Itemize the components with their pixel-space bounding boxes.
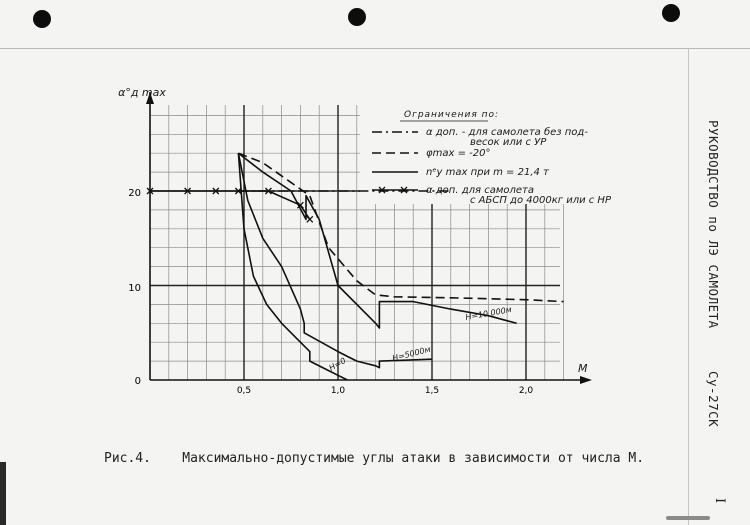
x-tick-label: 0,5 bbox=[236, 386, 252, 396]
curve-label-h0: H=0 bbox=[327, 356, 348, 373]
x-axis-arrow bbox=[580, 376, 592, 384]
y-tick-label: 0 bbox=[134, 376, 141, 387]
legend-label: весок или с УР bbox=[470, 137, 547, 148]
manual-title: РУКОВОДСТВО по ЛЭ САМОЛЕТА bbox=[706, 120, 721, 329]
legend-label: φmax = -20° bbox=[426, 148, 491, 159]
x-tick-label: 1,0 bbox=[330, 386, 346, 396]
x-tick-label: 1,5 bbox=[424, 386, 440, 396]
aircraft-code: Су-27СК bbox=[706, 370, 721, 427]
legend-title: Ограничения по: bbox=[404, 110, 500, 120]
x-axis-label: M bbox=[578, 362, 588, 375]
page-number: I bbox=[712, 498, 727, 504]
x-tick-label: 2,0 bbox=[518, 386, 534, 396]
figure-number: Рис.4. bbox=[104, 451, 151, 466]
curve-label-h10000: H=10 000м bbox=[464, 304, 513, 322]
y-axis-label: α°д max bbox=[118, 86, 166, 99]
legend-label: с АБСП до 4000кг или с НР bbox=[470, 195, 611, 206]
figure-caption-text: Максимально-допустимые углы атаки в зависимости от числа М. bbox=[182, 451, 645, 466]
curve-label-h5000: H=5000м bbox=[391, 344, 432, 363]
y-tick-label: 20 bbox=[128, 188, 141, 199]
legend-label: α доп. - для самолета без под- bbox=[426, 127, 588, 138]
legend-label: nᵉy max при m = 21,4 т bbox=[426, 167, 549, 178]
y-tick-label: 10 bbox=[128, 283, 141, 294]
legend-label: α доп. для самолета bbox=[426, 185, 534, 196]
series-alpha_cross bbox=[150, 191, 310, 219]
cross-marker bbox=[307, 216, 313, 222]
figure-caption bbox=[104, 451, 644, 466]
